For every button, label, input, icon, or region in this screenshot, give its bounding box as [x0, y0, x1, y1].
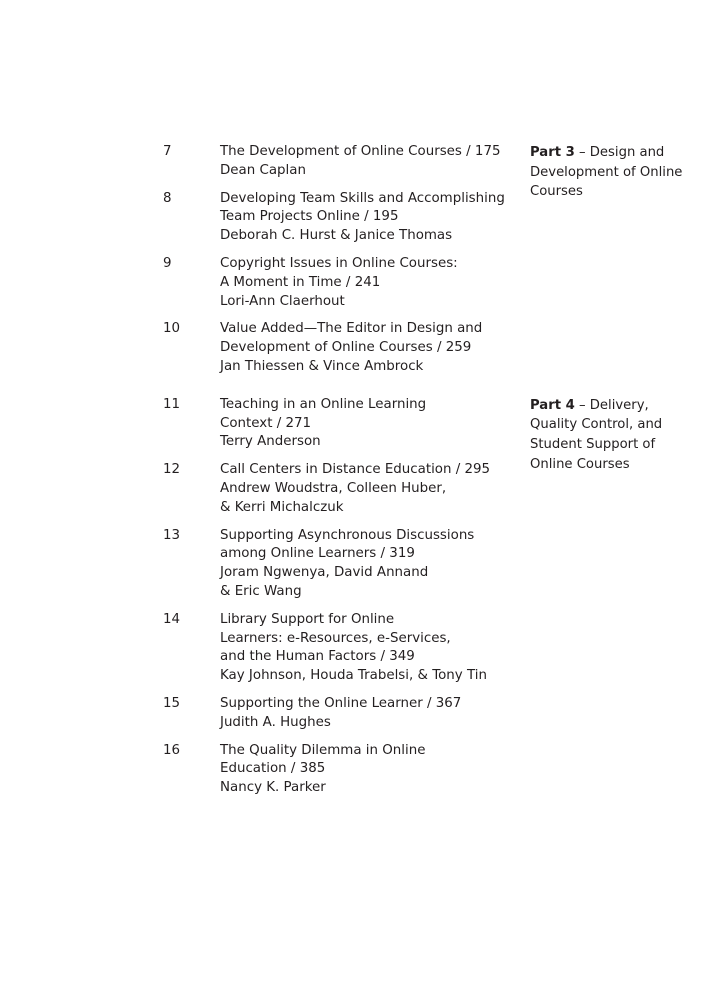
chapter-author-line: Jan Thiessen & Vince Ambrock	[220, 358, 424, 374]
part-4-heading: Part 4	[530, 397, 575, 413]
chapter-author-line: Nancy K. Parker	[220, 780, 326, 796]
chapter-title-line: Copyright Issues in Online Courses:	[220, 255, 458, 271]
chapter-title-line: Library Support for Online	[220, 611, 395, 627]
chapter-author-line: Joram Ngwenya, David Annand	[220, 565, 429, 581]
chapter-title-line: Developing Team Skills and Accomplishing	[220, 190, 505, 206]
chapter-title-line: Education / 385	[220, 761, 326, 777]
chapter-author-line: Andrew Woudstra, Colleen Huber,	[220, 480, 447, 496]
chapter-number: 11	[163, 396, 181, 412]
chapter-author-line: Terry Anderson	[220, 434, 321, 450]
chapter-title-line: Development of Online Courses / 259	[220, 340, 472, 356]
chapter-author-line: Deborah C. Hurst & Janice Thomas	[220, 228, 453, 244]
chapter-title-line: Context / 271	[220, 415, 312, 431]
chapter-author-line: Dean Caplan	[220, 162, 306, 178]
chapter-number: 12	[163, 462, 181, 478]
chapter-number: 14	[163, 611, 181, 627]
chapter-title-line: Learners: e-Resources, e-Services,	[220, 630, 451, 646]
part-3-heading: Part 3	[530, 145, 575, 160]
part-4-title: – Delivery, Quality Control, and Student Support of Online Courses	[530, 397, 663, 472]
chapter-author-line: & Eric Wang	[220, 583, 302, 599]
part-4-section	[163, 396, 683, 798]
chapter-14-entry	[163, 611, 495, 686]
chapter-author-line: Lori-Ann Claerhout	[220, 293, 345, 309]
chapter-title-line: Supporting the Online Learner / 367	[220, 695, 462, 711]
chapter-title-line: A Moment in Time / 241	[220, 274, 381, 290]
chapter-15-entry	[163, 695, 495, 733]
chapter-title-line: and the Human Factors / 349	[220, 649, 415, 665]
chapter-title-line: Call Centers in Distance Education / 295	[220, 462, 491, 478]
part-3-title: – Design and Development of Online Courses	[530, 145, 683, 200]
chapter-author-line: & Kerri Michalczuk	[220, 499, 344, 515]
chapter-11-entry	[163, 396, 495, 452]
chapter-number: 13	[163, 527, 181, 543]
chapter-title-line: among Online Learners / 319	[220, 546, 415, 562]
chapter-title-line: Value Added—The Editor in Design and	[220, 321, 483, 337]
chapter-title-line: The Development of Online Courses / 175	[220, 144, 501, 159]
chapter-7-entry	[163, 143, 501, 181]
chapter-13-entry	[163, 527, 495, 602]
chapter-16-entry	[163, 742, 495, 798]
chapter-title-line: Teaching in an Online Learning	[220, 396, 427, 412]
chapter-8-entry	[163, 190, 505, 246]
chapter-title-line: The Quality Dilemma in Online	[220, 742, 426, 758]
chapter-number: 7	[163, 144, 172, 159]
chapter-10-entry	[163, 320, 495, 376]
table-of-contents	[163, 143, 683, 798]
part-4-label	[530, 396, 690, 475]
chapter-title-line: Team Projects Online / 195	[220, 209, 399, 225]
part-3-label	[530, 143, 690, 202]
chapter-number: 10	[163, 321, 181, 337]
chapter-9-entry	[163, 255, 495, 311]
chapter-number: 16	[163, 742, 181, 758]
chapter-12-entry	[163, 461, 495, 517]
part-3-section	[163, 143, 683, 377]
chapter-author-line: Kay Johnson, Houda Trabelsi, & Tony Tin	[220, 668, 487, 684]
chapter-number: 9	[163, 255, 172, 271]
chapter-number: 8	[163, 190, 172, 206]
chapter-number: 15	[163, 695, 181, 711]
chapter-author-line: Judith A. Hughes	[220, 714, 331, 730]
chapter-title-line: Supporting Asynchronous Discussions	[220, 527, 475, 543]
